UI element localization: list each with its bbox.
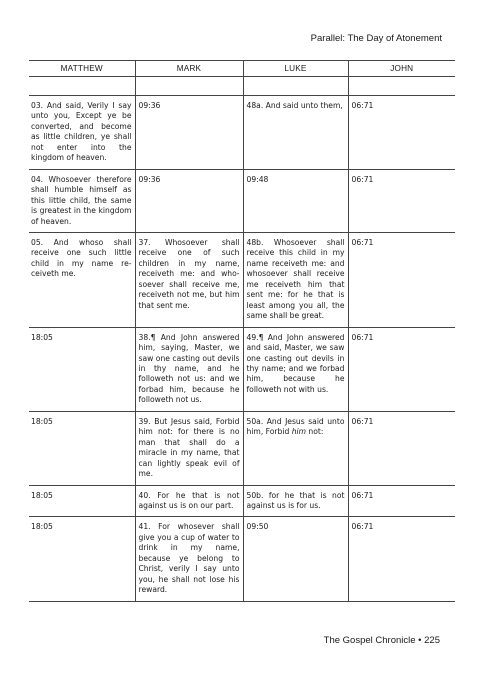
- spacer-cell: [243, 77, 348, 96]
- spacer-cell: [29, 77, 135, 96]
- mark-cell: 09:36: [135, 169, 243, 232]
- table-row: [29, 517, 455, 601]
- luke-cell: 50b. for he that is not against us is for us.: [243, 485, 348, 517]
- column-header-john: JOHN: [348, 61, 455, 77]
- spacer-cell: [348, 77, 455, 96]
- table-row: [29, 96, 455, 170]
- spacer-row: [29, 77, 455, 96]
- matthew-cell: 18:05: [29, 327, 135, 411]
- parallel-table: [29, 60, 455, 602]
- matthew-cell: 03. And said, Verily I say unto you, Except ye be converted, and become as little children, ye shall not enter into the kingdom of heaven.: [29, 96, 135, 170]
- luke-italic-word: him: [291, 427, 307, 437]
- john-cell: 06:71: [348, 169, 455, 232]
- john-cell: 06:71: [348, 232, 455, 327]
- table-row: [29, 485, 455, 517]
- mark-cell: 40. For he that is not against us is on our part.: [135, 485, 243, 517]
- column-header-luke: LUKE: [243, 61, 348, 77]
- luke-cell: 48a. And said unto them,: [243, 96, 348, 170]
- mark-cell: 37. Whosoever shall receive one of such children in my name, receiveth me: and whosoever shall receive me, receiveth not me, but him that sent me.: [135, 232, 243, 327]
- matthew-cell: 05. And whoso shall receive one such little child in my name receiveth me.: [29, 232, 135, 327]
- mark-cell: 09:36: [135, 96, 243, 170]
- john-cell: 06:71: [348, 96, 455, 170]
- column-header-matthew: MATTHEW: [29, 61, 135, 77]
- column-header-row: [29, 61, 455, 77]
- luke-text: 50a. And Jesus said unto him, Forbid: [246, 416, 345, 437]
- mark-cell: 38.¶ And John answered him, saying, Master, we saw one casting out devils in thy name, and he followeth not us: and we forbad him, because he followeth not us.: [135, 327, 243, 411]
- luke-text: not:: [306, 427, 324, 437]
- luke-cell: [243, 411, 348, 485]
- column-header-mark: MARK: [135, 61, 243, 77]
- page-footer: The Gospel Chronicle • 225: [323, 635, 440, 646]
- john-cell: 06:71: [348, 485, 455, 517]
- table-row: [29, 411, 455, 485]
- matthew-cell: 18:05: [29, 411, 135, 485]
- luke-cell: 09:48: [243, 169, 348, 232]
- running-header: Parallel: The Day of Atonement: [310, 33, 442, 44]
- table-row: [29, 232, 455, 327]
- luke-cell: 48b. Whosoever shall receive this child in my name receiveth me: and whosoever shall receive me receiveth him that sent me: for he that is least among you all, the same shall be great.: [243, 232, 348, 327]
- matthew-cell: 04. Whosoever therefore shall humble himself as this little child, the same is greatest in the kingdom of heaven.: [29, 169, 135, 232]
- table-row: [29, 169, 455, 232]
- mark-cell: 39. But Jesus said, Forbid him not: for there is no man that shall do a miracle in my name, that can lightly speak evil of me.: [135, 411, 243, 485]
- luke-cell: 49.¶ And John answered and said, Master, we saw one casting out devils in thy name; and we forbad him, because he followeth not with us.: [243, 327, 348, 411]
- mark-cell: 41. For whosever shall give you a cup of water to drink in my name, because ye belong to Christ, verily I say unto you, he shall not lose his reward.: [135, 517, 243, 601]
- spacer-cell: [135, 77, 243, 96]
- matthew-cell: 18:05: [29, 517, 135, 601]
- luke-cell: 09:50: [243, 517, 348, 601]
- matthew-cell: 18:05: [29, 485, 135, 517]
- john-cell: 06:71: [348, 327, 455, 411]
- john-cell: 06:71: [348, 517, 455, 601]
- table-row: [29, 327, 455, 411]
- john-cell: 06:71: [348, 411, 455, 485]
